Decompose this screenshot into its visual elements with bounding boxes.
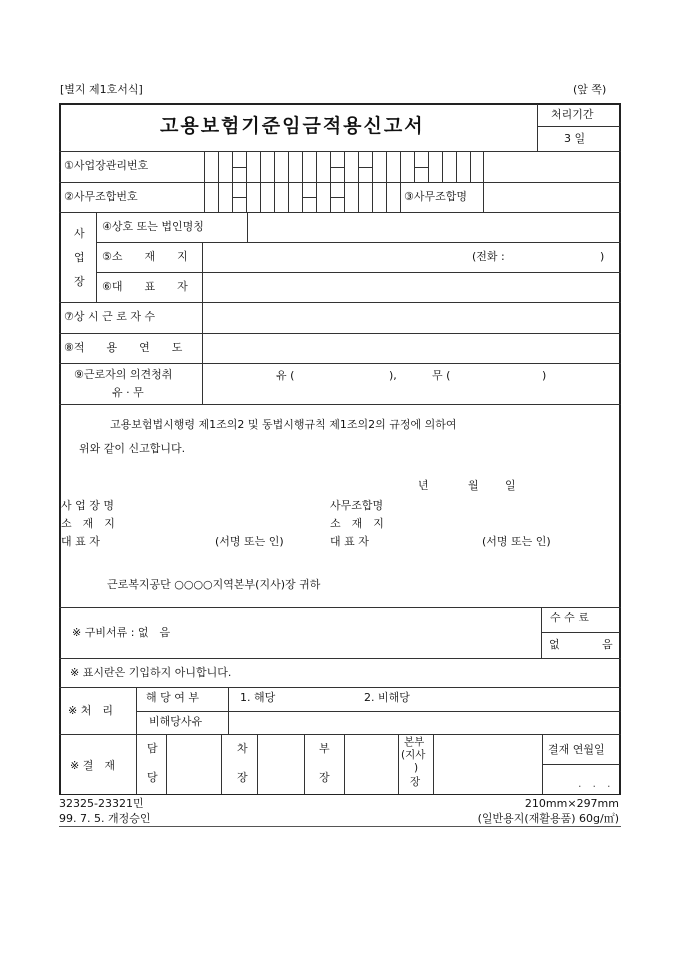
digit-box[interactable] [246, 151, 261, 182]
opinion-no[interactable]: 무 ( [432, 369, 451, 382]
representative-input[interactable] [203, 273, 619, 301]
fee-value-b: 음 [602, 638, 613, 651]
processing-label: ※ 처 리 [68, 704, 113, 717]
fee-label: 수 수 료 [550, 611, 589, 624]
required-documents: ※ 구비서류 : 없 음 [72, 626, 171, 639]
company-name-input[interactable] [248, 213, 619, 241]
office-union-number-label: ②사무조합번호 [64, 190, 138, 203]
paper-type: (일반용지(재활용품) 60g/㎡) [477, 812, 619, 825]
union-name-sign-label: 사무조합명 [330, 499, 384, 512]
approval-manager-top: 차 [237, 742, 248, 755]
workplace-number-label: ①사업장관리번호 [64, 159, 149, 172]
approval-branch-l3: ) [414, 762, 419, 774]
phone-close: ) [600, 250, 605, 263]
digit-box[interactable] [274, 151, 289, 182]
digit-box[interactable] [372, 151, 387, 182]
form-code: 32325-23321민 [59, 797, 144, 810]
date-month: 월 [468, 479, 479, 492]
union-signature[interactable]: (서명 또는 인) [482, 535, 551, 548]
declaration-line-1: 고용보험법시행령 제1조의2 및 동법시행규칙 제1조의2의 규정에 의하여 [110, 418, 457, 431]
option-applicable[interactable]: 1. 해당 [240, 691, 276, 704]
digit-box[interactable] [428, 151, 443, 182]
workplace-name-sign-label: 사 업 장 명 [61, 499, 114, 512]
paper-size: 210mm×297mm [524, 797, 619, 810]
approval-branch-signature[interactable] [434, 735, 541, 793]
digit-box[interactable] [274, 182, 289, 212]
applicable-year-label: ⑧적 용 연 도 [64, 341, 183, 354]
workplace-rep-sign-label: 대 표 자 [61, 535, 100, 548]
digit-box[interactable] [302, 151, 317, 182]
approval-branch-l4: 장 [410, 776, 421, 788]
approval-date-label: 결재 연월일 [548, 743, 605, 756]
revision-approval: 99. 7. 5. 개정승인 [59, 812, 151, 825]
digit-box[interactable] [400, 151, 415, 182]
regular-workers-label: ⑦상 시 근 로 자 수 [64, 310, 156, 323]
opinion-yes-close: ), [389, 369, 397, 382]
form-title: 고용보험기준임금적용신고서 [160, 115, 425, 137]
approval-manager-signature[interactable] [258, 735, 303, 793]
digit-box[interactable] [246, 182, 261, 212]
workplace-signature[interactable]: (서명 또는 인) [215, 535, 284, 548]
date-day: 일 [505, 479, 516, 492]
separator-mark [330, 167, 344, 168]
digit-box[interactable] [358, 182, 373, 212]
fee-value-a: 없 [549, 638, 560, 651]
worker-opinion-label: ⑨근로자의 의견청취 [74, 368, 173, 381]
approval-branch-l1: 본부 [404, 736, 425, 748]
approval-director-signature[interactable] [345, 735, 397, 793]
digit-box[interactable] [218, 151, 233, 182]
company-name-label: ④상호 또는 법인명칭 [102, 220, 204, 233]
representative-label: ⑥대 표 자 [102, 280, 188, 293]
workplace-group-label-2: 업 [74, 251, 85, 264]
approval-branch-l2: (지사 [401, 749, 426, 761]
digit-box[interactable] [442, 151, 457, 182]
approval-staff-bottom: 당 [147, 771, 158, 784]
office-union-name-label: ③사무조합명 [404, 190, 467, 203]
workplace-group-label-1: 사 [74, 227, 85, 240]
workplace-addr-sign-label: 소 재 지 [61, 517, 115, 530]
applicable-year-input[interactable] [203, 334, 619, 362]
approval-staff-top: 담 [147, 742, 158, 755]
approval-director-top: 부 [319, 742, 330, 755]
separator-mark [302, 197, 316, 198]
separator-mark [232, 197, 246, 198]
digit-box[interactable] [386, 182, 401, 212]
digit-box[interactable] [260, 182, 275, 212]
separator-mark [414, 167, 428, 168]
date-year: 년 [418, 479, 429, 492]
union-addr-sign-label: 소 재 지 [330, 517, 384, 530]
opinion-no-close: ) [542, 369, 547, 382]
digit-box[interactable] [316, 182, 331, 212]
digit-box[interactable] [204, 182, 219, 212]
processing-period-value: 3 일 [564, 132, 586, 145]
address-label: ⑤소 재 지 [102, 250, 188, 263]
processing-period-label: 처리기간 [551, 108, 594, 121]
declaration-line-2: 위와 같이 신고합니다. [79, 442, 186, 455]
applicable-label: 해 당 여 부 [146, 691, 199, 704]
address-input[interactable] [203, 243, 619, 271]
separator-mark [232, 167, 246, 168]
non-applicable-reason-label: 비해당사유 [149, 715, 203, 728]
option-not-applicable[interactable]: 2. 비해당 [364, 691, 410, 704]
digit-box[interactable] [288, 182, 303, 212]
phone-label: (전화 : [472, 250, 505, 263]
approval-label: ※ 결 재 [70, 759, 115, 772]
digit-box[interactable] [204, 151, 219, 182]
page-side: (앞 쪽) [573, 83, 607, 96]
digit-box[interactable] [456, 151, 471, 182]
digit-box[interactable] [260, 151, 275, 182]
union-rep-sign-label: 대 표 자 [330, 535, 369, 548]
digit-box[interactable] [218, 182, 233, 212]
digit-box[interactable] [316, 151, 331, 182]
digit-box[interactable] [344, 151, 359, 182]
non-applicable-reason-input[interactable] [229, 712, 619, 733]
approval-manager-bottom: 장 [237, 771, 248, 784]
form-reference: [별지 제1호서식] [60, 83, 143, 96]
digit-box[interactable] [372, 182, 387, 212]
approval-date-value[interactable]: . . . [578, 777, 611, 790]
digit-box[interactable] [344, 182, 359, 212]
regular-workers-input[interactable] [203, 303, 619, 332]
recipient: 근로복지공단 ○○○○지역본부(지사)장 귀하 [107, 578, 321, 591]
office-union-name-input[interactable] [484, 183, 619, 211]
worker-opinion-label-2: 유 · 무 [112, 386, 144, 399]
digit-box[interactable] [386, 151, 401, 182]
workplace-group-label-3: 장 [74, 275, 85, 288]
separator-mark [330, 197, 344, 198]
approval-director-bottom: 장 [319, 771, 330, 784]
approval-staff-signature[interactable] [167, 735, 220, 793]
digit-box[interactable] [288, 151, 303, 182]
opinion-yes[interactable]: 유 ( [276, 369, 295, 382]
office-use-notice: ※ 표시란은 기입하지 아니합니다. [70, 666, 232, 679]
separator-mark [358, 167, 372, 168]
